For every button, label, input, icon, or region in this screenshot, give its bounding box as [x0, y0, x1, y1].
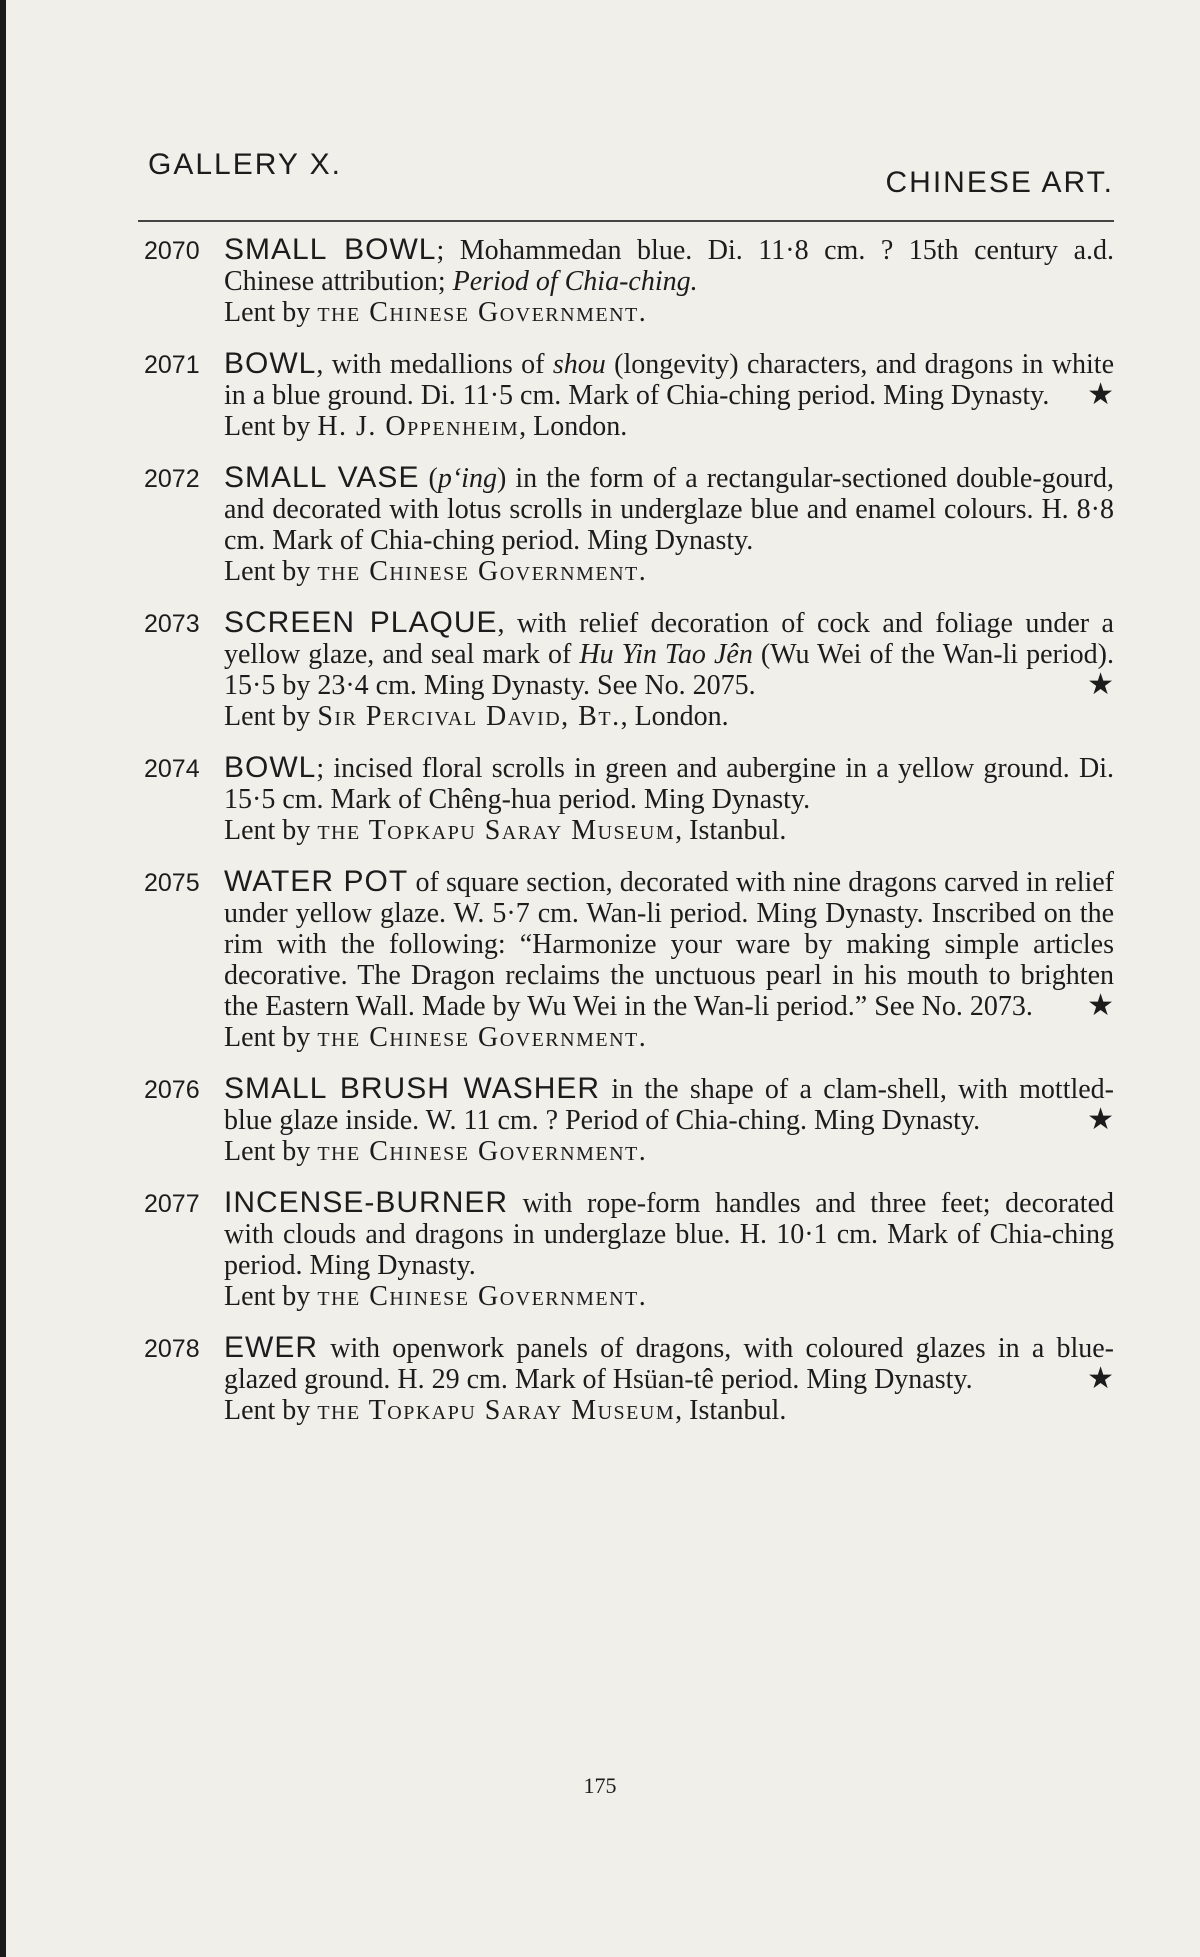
lender-line: Lent by the Chinese Government.: [224, 1136, 646, 1167]
lender-line: Lent by Sir Percival David, Bt., London.: [224, 701, 729, 732]
entry-description: WATER POT of square section, decorated with nine dragons carved in relief under yellow glaze. W. 5·7 cm. Wan-li period. Ming Dynasty. Inscribed on the rim with the following: “Harmonize your ware by making simple articles decorative. The Dragon reclaims the unctuous pearl in his mouth to brighten the Eastern Wall. Made by Wu Wei in the Wan-li period.” See No. 2073.: [224, 865, 1115, 1022]
lender-name: the Topkapu Saray Museum: [317, 815, 676, 846]
lender-name: H. J. Oppenheim: [317, 411, 520, 442]
entry-description: SMALL VASE (p‘ing) in the form of a rectangular-sectioned double-gourd, and decorated with lotus scrolls in underglaze blue and enamel colours. H. 8·8 cm. Mark of Chia-ching period. Ming Dynasty.: [224, 461, 1115, 556]
entry-title: BOWL: [224, 751, 317, 784]
entry-description: EWER with openwork panels of dragons, with coloured glazes in a blue-glazed ground. H. 29 cm. Mark of Hsüan-tê period. Ming Dynasty.: [224, 1331, 1114, 1395]
star-icon: ★: [1087, 989, 1114, 1022]
section-heading: CHINESE ART.: [885, 166, 1114, 199]
star-icon: ★: [1087, 378, 1114, 411]
entry-title: SMALL BRUSH WASHER: [224, 1072, 601, 1105]
lender-line: Lent by the Topkapu Saray Museum, Istanbul.: [224, 815, 787, 846]
lender-name: the Chinese Government: [317, 1281, 639, 1312]
star-icon: ★: [1087, 1362, 1114, 1395]
entry-number: 2077: [144, 1190, 200, 1218]
catalogue-entry: [138, 1332, 1114, 1426]
entry-description: BOWL, with medallions of shou (longevity) characters, and dragons in white in a blue ground. Di. 11·5 cm. Mark of Chia-ching period. Ming Dynasty.: [224, 347, 1114, 411]
lender-line: Lent by the Chinese Government.: [224, 297, 646, 328]
lender-name: the Chinese Government: [317, 297, 639, 328]
lender-name: the Chinese Government: [317, 556, 639, 587]
page-number: 175: [583, 1773, 617, 1798]
page-left-edge: [0, 0, 6, 1957]
catalogue-entry: [138, 1073, 1114, 1167]
entry-number: 2072: [144, 465, 200, 493]
entry-number: 2071: [144, 351, 200, 379]
catalogue-page: [138, 140, 1114, 1446]
lender-line: Lent by the Chinese Government.: [224, 1281, 646, 1312]
lender-name: the Topkapu Saray Museum: [317, 1395, 676, 1426]
lender-name: the Chinese Government: [317, 1136, 639, 1167]
entry-number: 2078: [144, 1335, 200, 1363]
entry-title: EWER: [224, 1331, 318, 1364]
entry-number: 2074: [144, 755, 200, 783]
entry-number: 2073: [144, 610, 200, 638]
entry-title: INCENSE-BURNER: [224, 1186, 509, 1219]
entry-title: SCREEN PLAQUE: [224, 606, 498, 639]
entry-number: 2075: [144, 869, 200, 897]
entry-title: SMALL VASE: [224, 461, 420, 494]
gallery-heading: GALLERY X.: [148, 148, 342, 181]
catalogue-entry: [138, 348, 1114, 442]
entry-description: BOWL; incised floral scrolls in green and aubergine in a yellow ground. Di. 15·5 cm. Mark of Chêng-hua period. Ming Dynasty.: [224, 751, 1114, 815]
entry-description: INCENSE-BURNER with rope-form handles and three feet; decorated with clouds and dragons in underglaze blue. H. 10·1 cm. Mark of Chia-ching period. Ming Dynasty.: [224, 1186, 1114, 1281]
entry-number: 2076: [144, 1076, 200, 1104]
lender-line: Lent by the Topkapu Saray Museum, Istanbul.: [224, 1395, 787, 1426]
catalogue-entry: [138, 607, 1114, 732]
star-icon: ★: [1087, 1103, 1114, 1136]
page-header: [138, 140, 1114, 222]
entry-title: SMALL BOWL: [224, 233, 437, 266]
catalogue-entry: [138, 234, 1114, 328]
entry-description: SMALL BRUSH WASHER in the shape of a clam-shell, with mottled-blue glaze inside. W. 11 cm. ? Period of Chia-ching. Ming Dynasty.: [224, 1072, 1115, 1136]
catalogue-entry: [138, 866, 1114, 1053]
lender-line: Lent by the Chinese Government.: [224, 1022, 646, 1053]
star-icon: ★: [1087, 668, 1114, 701]
catalogue-entry: [138, 1187, 1114, 1312]
entry-title: WATER POT: [224, 865, 409, 898]
lender-name: Sir Percival David, Bt.: [317, 701, 621, 732]
lender-line: Lent by H. J. Oppenheim, London.: [224, 411, 628, 442]
header-rule: [138, 220, 1114, 222]
lender-name: the Chinese Government: [317, 1022, 639, 1053]
entry-title: BOWL: [224, 347, 317, 380]
entry-number: 2070: [144, 237, 200, 265]
catalogue-entry: [138, 462, 1114, 587]
entry-description: SMALL BOWL; Mohammedan blue. Di. 11·8 cm. ? 15th century a.d. Chinese attribution; Period of Chia-ching.: [224, 233, 1114, 297]
catalogue-entries: [138, 234, 1114, 1426]
catalogue-entry: [138, 752, 1114, 846]
lender-line: Lent by the Chinese Government.: [224, 556, 646, 587]
entry-description: SCREEN PLAQUE, with relief decoration of cock and foliage under a yellow glaze, and seal mark of Hu Yin Tao Jên (Wu Wei of the Wan-li period). 15·5 by 23·4 cm. Ming Dynasty. See No. 2075.: [224, 606, 1114, 701]
